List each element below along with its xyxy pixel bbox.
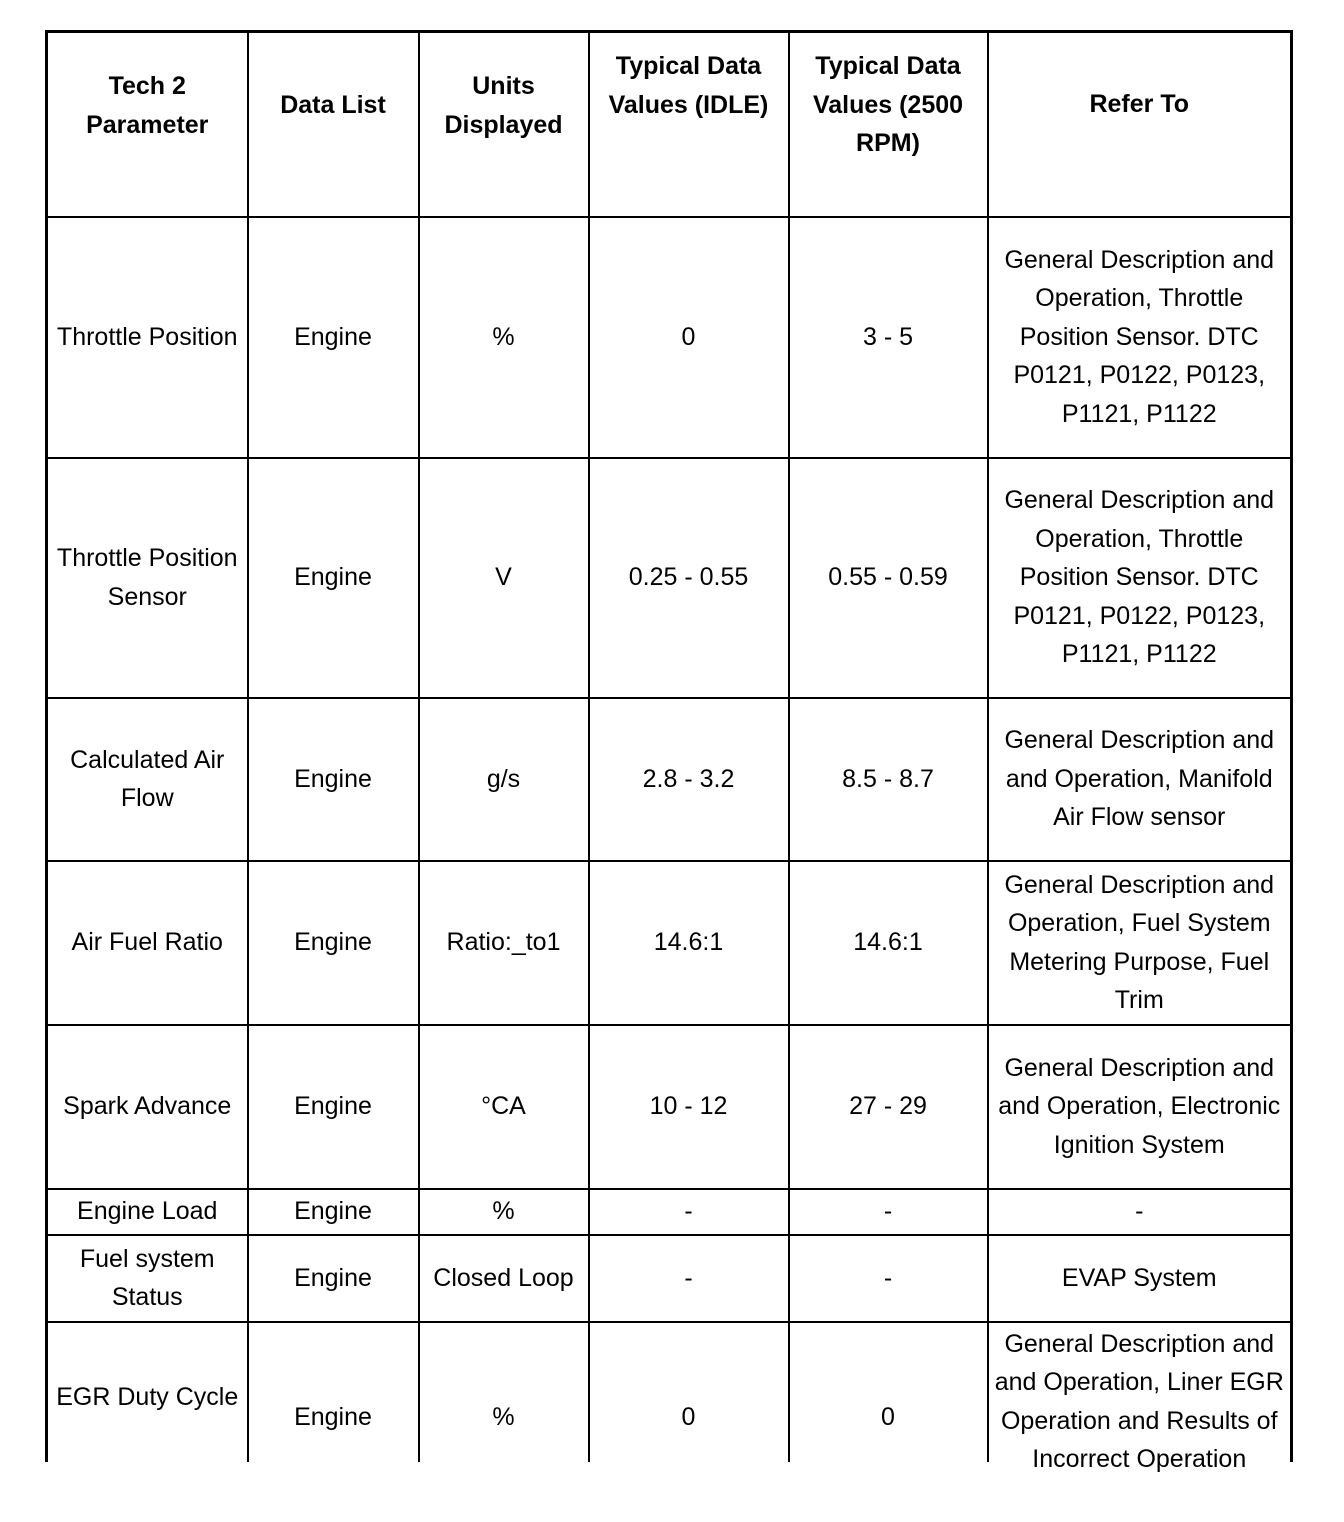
cell-data-list-text: Engine — [294, 1402, 372, 1431]
header-refer-to: Refer To — [988, 32, 1292, 217]
cell-data-list: Engine — [248, 458, 419, 698]
cell-units: V — [419, 458, 589, 698]
cell-2500rpm-value — [789, 1322, 988, 1462]
cell-data-list: Engine — [248, 217, 419, 458]
cell-data-list: Engine — [248, 698, 419, 861]
header-data-list: Data List — [248, 32, 419, 217]
cell-units: Ratio:_to1 — [419, 861, 589, 1025]
cell-2500rpm-value: 0.55 - 0.59 — [789, 458, 988, 698]
cell-refer-to: General Description and Operation, Fuel System Metering Purpose, Fuel Trim — [988, 861, 1292, 1025]
table-row — [47, 458, 1292, 698]
cell-units: Closed Loop — [419, 1235, 589, 1322]
cell-refer-to: General Description and Operation, Throttle Position Sensor. DTC P0121, P0122, P0123, P1121, P1122 — [988, 458, 1292, 698]
table-row — [47, 861, 1292, 1025]
cell-units: °CA — [419, 1025, 589, 1189]
cell-idle-value: 0.25 - 0.55 — [589, 458, 789, 698]
cell-data-list: Engine — [248, 861, 419, 1025]
cell-refer-to: General Description and Operation, Throttle Position Sensor. DTC P0121, P0122, P0123, P1121, P1122 — [988, 217, 1292, 458]
cell-units-text: % — [492, 1402, 515, 1431]
cell-units — [419, 1322, 589, 1462]
cell-idle-value: - — [589, 1235, 789, 1322]
header-row — [47, 32, 1292, 217]
cell-2500rpm-value: 8.5 - 8.7 — [789, 698, 988, 861]
cell-units: % — [419, 217, 589, 458]
cell-data-list: Engine — [248, 1235, 419, 1322]
cell-refer-to: EVAP System — [988, 1235, 1292, 1322]
cell-2500rpm-value: 27 - 29 — [789, 1025, 988, 1189]
cell-parameter: Throttle Position — [47, 217, 248, 458]
cell-refer-to-text: General Description and and Operation, Liner EGR Operation and Results of Incorrect Operation — [994, 1329, 1284, 1473]
cell-idle-value: - — [589, 1189, 789, 1235]
cell-parameter: Calculated Air Flow — [47, 698, 248, 861]
cell-refer-to: General Description and and Operation, Electronic Ignition System — [988, 1025, 1292, 1189]
cell-parameter — [47, 1322, 248, 1462]
cell-idle-value: 14.6:1 — [589, 861, 789, 1025]
cell-parameter-text: EGR Duty Cycle — [56, 1382, 239, 1411]
table-row — [47, 698, 1292, 861]
cell-parameter: Throttle Position Sensor — [47, 458, 248, 698]
cell-parameter: Engine Load — [47, 1189, 248, 1235]
cell-idle-value: 2.8 - 3.2 — [589, 698, 789, 861]
cell-idle-value: 10 - 12 — [589, 1025, 789, 1189]
cell-parameter: Fuel system Status — [47, 1235, 248, 1322]
tech2-parameter-table — [45, 30, 1293, 1473]
table-row — [47, 1322, 1292, 1462]
cell-2500rpm-value: - — [789, 1235, 988, 1322]
cell-idle-value: 0 — [589, 217, 789, 458]
cell-data-list: Engine — [248, 1189, 419, 1235]
table-row — [47, 1189, 1292, 1235]
cell-data-list — [248, 1322, 419, 1462]
cell-parameter: Spark Advance — [47, 1025, 248, 1189]
cell-2500rpm-value-text: 0 — [881, 1402, 895, 1431]
header-units-displayed: Units Displayed — [419, 32, 589, 217]
table-row — [47, 1235, 1292, 1322]
cell-refer-to: - — [988, 1189, 1292, 1235]
cell-data-list: Engine — [248, 1025, 419, 1189]
cell-refer-to — [988, 1322, 1292, 1473]
cell-parameter: Air Fuel Ratio — [47, 861, 248, 1025]
cell-units: % — [419, 1189, 589, 1235]
cell-units: g/s — [419, 698, 589, 861]
cell-2500rpm-value: 14.6:1 — [789, 861, 988, 1025]
cell-idle-value — [589, 1322, 789, 1462]
cell-2500rpm-value: 3 - 5 — [789, 217, 988, 458]
table-row — [47, 217, 1292, 458]
cell-refer-to: General Description and and Operation, Manifold Air Flow sensor — [988, 698, 1292, 861]
header-typical-2500rpm: Typical Data Values (2500 RPM) — [789, 32, 988, 217]
header-typical-idle: Typical Data Values (IDLE) — [589, 32, 789, 217]
cell-2500rpm-value: - — [789, 1189, 988, 1235]
header-tech2-parameter: Tech 2 Parameter — [47, 32, 248, 217]
cell-idle-value-text: 0 — [681, 1402, 696, 1431]
table-row — [47, 1025, 1292, 1189]
